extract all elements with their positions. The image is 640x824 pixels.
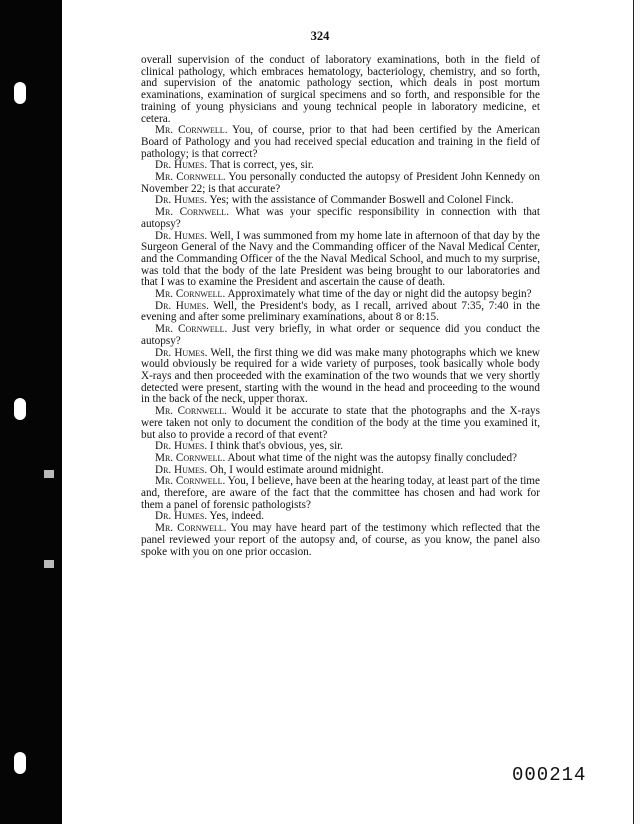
speaker-name: Mr. Cornwell. xyxy=(155,124,228,137)
speaker-name: Dr. Humes. xyxy=(155,299,209,312)
paragraph-text: Oh, I would estimate around midnight. xyxy=(209,463,384,476)
transcript-paragraph xyxy=(141,476,540,511)
transcript-paragraph xyxy=(141,207,540,230)
speaker-name: Dr. Humes. xyxy=(155,440,208,453)
paragraph-text: Well, the first thing we did was make many photographs which we knew would obviously be required for a wide variety of purposes, took basically whole body X-rays and then proceeded with the examination of the two wounds that we very shortly detected were present, starting with the wound in the head and proceeding to the wound in the back of the neck, upper thorax. xyxy=(141,346,540,406)
paragraph-text: Would it be accurate to state that the photographs and the X-rays were taken not only to document the condition of the body at the time you examined it, but also to provide a record of that event? xyxy=(141,405,540,441)
paragraph-text: overall supervision of the conduct of laboratory examinations, both in the field of clinical pathology, which embraces hematology, bacteriology, chemistry, and so forth, and supervision of the anatomic pathology section, which deals in post mortum examinations, examination of surgical specimens and so forth, and responsible for the training of young physicians and young technical people in laboratory medicine, et cetera. xyxy=(141,54,540,125)
scan-artifact xyxy=(44,470,54,478)
punch-hole xyxy=(14,398,26,420)
speaker-name: Dr. Humes. xyxy=(155,159,208,172)
speaker-name: Dr. Humes. xyxy=(155,510,208,523)
speaker-name: Mr. Cornwell. xyxy=(155,405,227,418)
speaker-name: Dr. Humes. xyxy=(155,229,208,242)
speaker-name: Mr. Cornwell. xyxy=(155,451,226,464)
paragraph-text: You personally conducted the autopsy of President John Kennedy on November 22; is that accurate? xyxy=(141,171,540,195)
transcript-paragraph xyxy=(141,523,540,558)
page-number: 324 xyxy=(310,29,330,43)
paragraph-text: You may have heard part of the testimony which reflected that the panel reviewed your report of the autopsy and, of course, as you know, the panel also spoke with you on one prior occasion. xyxy=(141,522,540,558)
paragraph-text: About what time of the night was the autopsy finally concluded? xyxy=(227,451,518,464)
paragraph-text: Well, I was summoned from my home late in afternoon of that day by the Surgeon General of the Navy and the Commanding officer of the Naval Medical Center, and the Commanding Officer of the the Naval Medical School, and much to my surprise, was told that the body of the late President was being brought to our laboratories and that I was to examine the President and ascertain the cause of death. xyxy=(141,229,540,289)
paragraph-text: Yes, indeed. xyxy=(209,510,265,523)
paragraph-text: I think that's obvious, yes, sir. xyxy=(209,440,344,453)
speaker-name: Mr. Cornwell. xyxy=(155,206,229,219)
transcript-paragraph xyxy=(141,125,540,160)
transcript-paragraph xyxy=(141,231,540,290)
speaker-name: Mr. Cornwell. xyxy=(155,323,228,336)
binding-strip xyxy=(0,0,62,824)
transcript-paragraph xyxy=(141,324,540,347)
speaker-name: Mr. Cornwell. xyxy=(155,171,226,184)
transcript-body xyxy=(141,55,540,558)
paragraph-text: What was your specific responsibility in connection with that autopsy? xyxy=(141,206,540,230)
paragraph-text: Just very briefly, in what order or sequence did you conduct the autopsy? xyxy=(141,323,540,347)
speaker-name: Dr. Humes. xyxy=(155,463,208,476)
speaker-name: Dr. Humes. xyxy=(155,346,208,359)
transcript-paragraph xyxy=(141,301,540,324)
paragraph-text: You, of course, prior to that had been certified by the American Board of Pathology and you had received special education and training in the field of pathology; is that correct? xyxy=(141,124,540,160)
speaker-name: Dr. Humes. xyxy=(155,194,208,207)
transcript-paragraph xyxy=(141,348,540,407)
punch-hole xyxy=(14,752,26,774)
page-edge xyxy=(633,0,640,824)
paragraph-text: You, I believe, have been at the hearing today, at least part of the time and, therefore, are aware of the fact that the committee has chosen and had work for them a panel of forensic pathologists? xyxy=(141,475,540,511)
paragraph-text: Yes; with the assistance of Commander Boswell and Colonel Finck. xyxy=(209,194,514,207)
document-stamp: 000214 xyxy=(512,764,587,786)
paragraph-text: Approximately what time of the day or night did the autopsy begin? xyxy=(227,288,532,301)
punch-hole xyxy=(14,82,26,104)
scan-artifact xyxy=(44,560,54,568)
transcript-paragraph xyxy=(141,406,540,441)
transcript-paragraph xyxy=(141,55,540,125)
transcript-paragraph xyxy=(141,172,540,195)
speaker-name: Mr. Cornwell. xyxy=(155,475,226,488)
speaker-name: Mr. Cornwell. xyxy=(155,522,227,535)
speaker-name: Mr. Cornwell. xyxy=(155,288,226,301)
paragraph-text: Well, the President's body, as I recall, arrived about 7:35, 7:40 in the evening and after some preliminary examinations, about 8 or 8:15. xyxy=(141,299,540,324)
paragraph-text: That is correct, yes, sir. xyxy=(209,159,314,172)
